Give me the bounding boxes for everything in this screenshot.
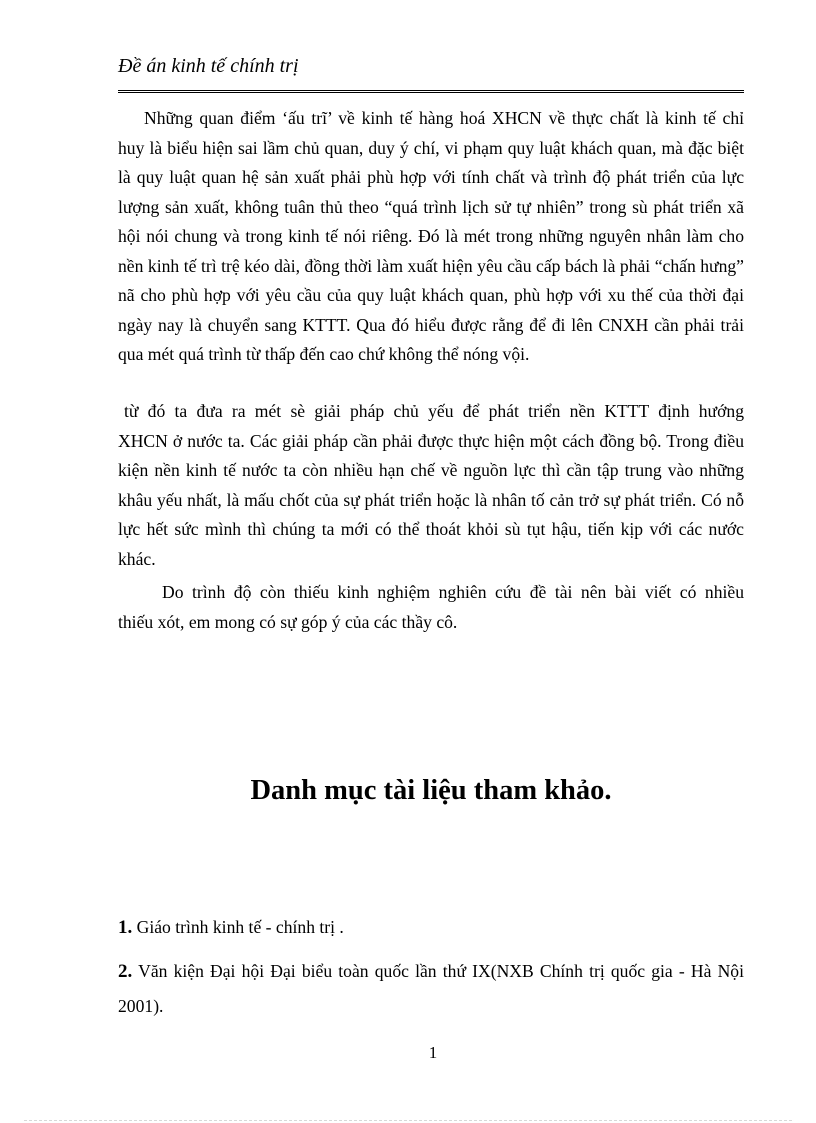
reference-text: Giáo trình kinh tế - chính trị . (136, 917, 344, 937)
paragraph-conclusion-2 (118, 397, 744, 574)
reference-number: 1. (118, 917, 133, 938)
paragraph-first-line: Những quan điểm ‘ấu trĩ’ về kinh tế hàng hoá XHCN về thực chất là kinh tế chỉ (144, 108, 744, 128)
paragraph-conclusion-3 (118, 578, 744, 637)
paragraph-body: huy là biểu hiện sai lầm chủ quan, duy ý chí, vi phạm quy luật khách quan, mà đặc biệt là quy luật quan hệ sản xuất phải phù hợp với tính chất và trình độ phát triển của lực lượng sản xuất, không tuân thủ theo “quá trình lịch sử tự nhiên” trong sù phát triển xã hội nói chung và trong kinh tế nói riêng. Đó là mét trong những nguyên nhân làm cho nền kinh tế trì trệ kéo dài, đồng thời làm xuất hiện yêu cầu cấp bách là phải “chấn hưng” nã cho phù hợp với yêu cầu của quy luật khách quan, phù hợp với xu thế của thời đại ngày nay là chuyển sang KTTT. Qua đó hiểu được rằng để đi lên CNXH cần phải trải qua mét quá trình từ thấp đến cao chứ không thể nóng vội. (118, 137, 744, 364)
paragraph-first-line: Do trình độ còn thiếu kinh nghiệm nghiên cứu đề tài nên bài viết có nhiều (162, 582, 744, 602)
paragraph-body: thiếu xót, em mong có sự góp ý của các thầy cô. (118, 611, 458, 632)
paragraph-body: XHCN ở nước ta. Các giải pháp cần phải được thực hiện một cách đồng bộ. Trong điều kiện nền kinh tế nước ta còn nhiều hạn chế về nguồn lực thì cần tập trung vào những khâu yếu nhất, là mấu chốt của sự phát triển hoặc là nhân tố cản trở sự phát triển. Có nỗ lực hết sức mình thì chúng ta mới có thể thoát khỏi sù tụt hậu, tiến kịp với các nước khác. (118, 430, 744, 569)
reference-item (118, 954, 744, 1023)
reference-text: Văn kiện Đại hội Đại biểu toàn quốc lần thứ IX(NXB Chính trị quốc gia - Hà Nội 2001). (118, 961, 744, 1016)
reference-number: 2. (118, 961, 133, 982)
references-heading: Danh mục tài liệu tham khảo. (250, 775, 612, 806)
paragraph-first-line: từ đó ta đưa ra mét sè giải pháp chủ yếu để phát triển nền KTTT định hướng (124, 401, 744, 421)
header-divider (118, 90, 744, 93)
page-boundary (24, 1120, 792, 1121)
page-number: 1 (428, 1043, 438, 1062)
page-header: Đề án kinh tế chính trị (118, 55, 299, 77)
reference-item (118, 910, 744, 945)
paragraph-conclusion-1 (118, 104, 744, 370)
